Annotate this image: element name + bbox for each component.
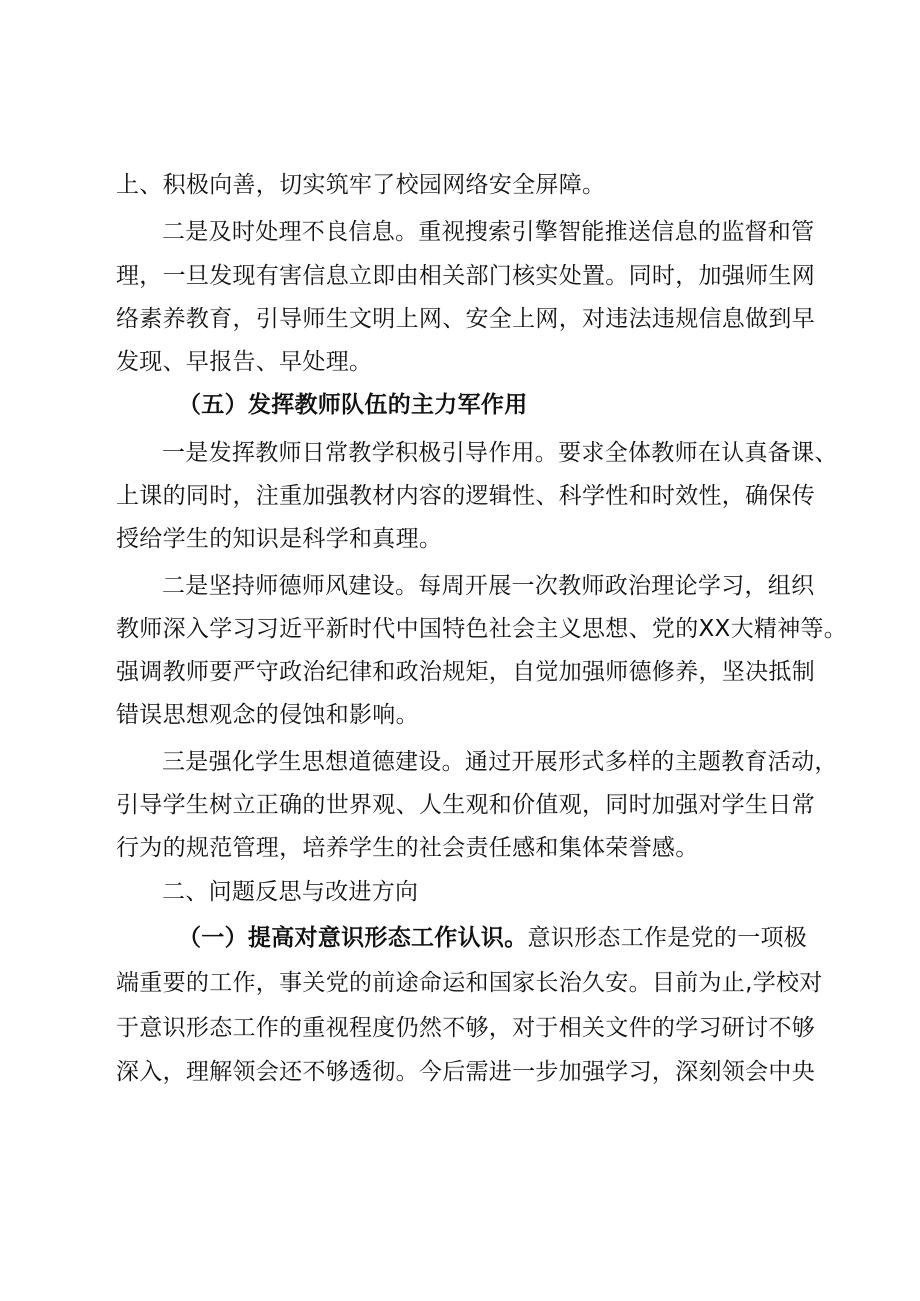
section-title: 二、问题反思与改进方向 [162, 879, 419, 905]
text-line: 三是强化学生思想道德建设。通过开展形式多样的主题教育活动， [162, 749, 838, 775]
text-line: 错误思想观念的侵蚀和影响。 [116, 702, 419, 728]
subsection-heading: （一）提高对意识形态工作认识。 [178, 925, 528, 951]
text-line: 行为的规范管理，培养学生的社会责任感和集体荣誉感。 [116, 835, 699, 861]
text-line: 络素养教育，引导师生文明上网、安全上网，对违法违规信息做到早 [116, 306, 815, 332]
text-line: 理，一旦发现有害信息立即由相关部门核实处置。同时，加强师生网 [116, 263, 815, 289]
text-line: 上课的同时，注重加强教材内容的逻辑性、科学性和时效性，确保传 [116, 483, 815, 509]
text-line: 于意识形态工作的重视程度仍然不够，对于相关文件的学习研讨不够 [116, 1015, 815, 1041]
section-heading: （五）发挥教师队伍的主力军作用 [178, 392, 528, 418]
text-line: 二是坚持师德师风建设。每周开展一次教师政治理论学习，组织 [162, 573, 815, 599]
text-line: 上、积极向善，切实筑牢了校园网络安全屏障。 [116, 172, 606, 198]
text-line: 二是及时处理不良信息。重视搜索引擎智能推送信息的监督和管 [162, 219, 815, 245]
text-line: 引导学生树立正确的世界观、人生观和价值观，同时加强对学生日常 [116, 792, 815, 818]
text-line: 发现、早报告、早处理。 [116, 349, 373, 375]
text-line: 强调教师要严守政治纪律和政治规矩，自觉加强师德修养，坚决抵制 [116, 659, 815, 685]
text-line [178, 918, 807, 958]
text-line: 授给学生的知识是科学和真理。 [116, 526, 443, 552]
text-line: 深入，理解领会还不够透彻。今后需进一步加强学习，深刻领会中央 [116, 1059, 815, 1085]
text-span: 意识形态工作是党的一项极 [527, 925, 808, 951]
text-line: 端重要的工作，事关党的前途命运和国家长治久安。目前为止,学校对 [116, 970, 823, 996]
text-line: 教师深入学习习近平新时代中国特色社会主义思想、党的XX大精神等。 [116, 616, 848, 642]
text-line: 一是发挥教师日常教学积极引导作用。要求全体教师在认真备课、 [162, 440, 838, 466]
